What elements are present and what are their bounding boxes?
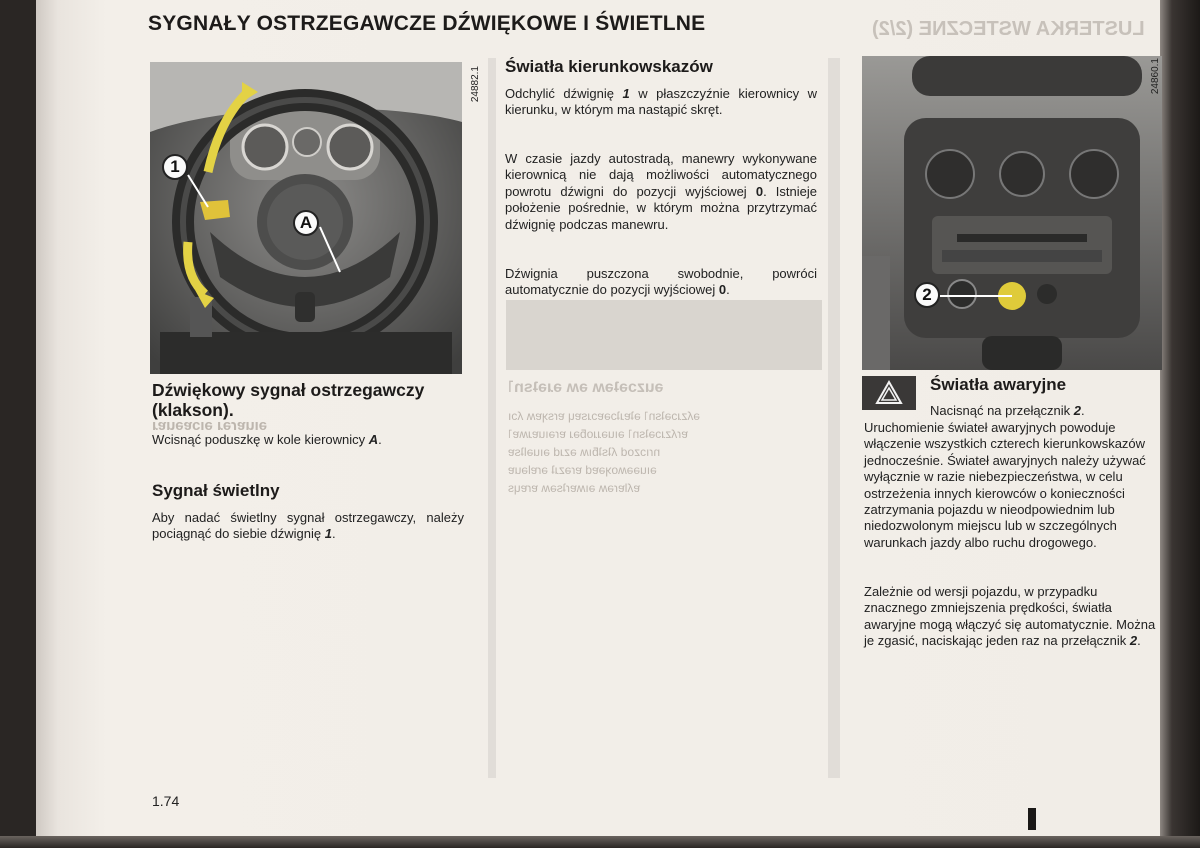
- horn-heading: Dźwiękowy sygnał ostrzegawczy (klakson).: [152, 380, 425, 420]
- callout-a: A: [293, 210, 319, 236]
- steering-wheel-figure: [150, 62, 462, 374]
- indicators-heading: Światła kierunkowskazów: [505, 57, 713, 76]
- flash-heading: Sygnał świetlny: [152, 481, 280, 500]
- figure-code-left: 24882.1: [470, 66, 481, 103]
- bleed-through-text: nɾıɔzod ʎʇsʇƃıʍ ǝzɹd ǝıuǝlʇsɐ: [508, 445, 661, 459]
- bleed-through-box: [506, 300, 822, 370]
- bleed-through-text: ǝıuǝǝʍoʞǝɐd ɐɾǝzɹʇ ǝɾɐlǝuɐ: [508, 463, 657, 477]
- figure-code-right: 24860.1: [1150, 58, 1161, 95]
- indicators-text-2: W czasie jazdy autostradą, manewry wykonywane kierownicą nie dają możliwości automatycznego powrotu dźwigni do pozycji wyjściowej 0. Istnieje położenie pośrednie, w którym można przytrzymać dźwignię podczas manewru.: [505, 151, 817, 232]
- hazard-text-3: Zależnie od wersji pojazdu, w przypadku znacznego zmniejszenia prędkości, światła awaryjne mogą włączyć się automatycznie. Można je zgasić, naciskając jeden raz na przełącznik 2.: [864, 584, 1156, 649]
- bleed-through-text: ǝʎzɹɔǝʇsn˥ ǝʇɐɹʇɔǝɐɔɹsɐɥ ɐɾsʞɐʍ ʎɔı: [508, 409, 700, 423]
- page-title: SYGNAŁY OSTRZEGAWCZE DŹWIĘKOWE I ŚWIETLNE: [148, 12, 706, 35]
- indicators-text-3: Dźwignia puszczona swobodnie, powróci automatycznie do pozycji wyjściowej 0.: [505, 266, 817, 298]
- page-edge-shadow: [1160, 0, 1200, 848]
- column-divider: [828, 58, 840, 778]
- column-divider: [488, 58, 496, 778]
- console-illustration: [862, 56, 1162, 370]
- indicators-text-1: Odchylić dźwignię 1 w płaszczyźnie kierownicy w kierunku, w którym ma nastąpić skręt.: [505, 86, 818, 118]
- hazard-switch-figure: [862, 56, 1162, 370]
- bleed-through-text: ǝuzɔǝʇǝʍ ǝʍ ǝɹǝʇsn˥: [508, 379, 664, 396]
- hazard-text-2: Uruchomienie świateł awaryjnych powoduje włączenie wszystkich czterech kierunkowskazów jednocześnie. Świateł awaryjnych należy używać wyłącznie w razie niebezpieczeństwa, w celu ostrzeżenia innych kierowców o konieczności zatrzymania pojazdu w nieodpowiednim lub niedozwolonym miejscu lub w szczególnych warunkach jazdy albo ruchu drogowego.: [864, 420, 1146, 550]
- bleed-through-header: LUSTERKA WSTECZNE (2/2): [872, 18, 1145, 40]
- bleed-through-text: ǝıuɐɾǝɹ ǝıɔɐǝuɐɹ: [152, 417, 268, 434]
- callout-1: 1: [162, 154, 188, 180]
- hazard-text-1: Nacisnąć na przełącznik 2.: [930, 403, 1085, 418]
- callout-2: 2: [914, 282, 940, 308]
- bleed-through-text: ɐʎlɐɾǝʍ ǝıʍɐɾʇsǝʍ ɐɾɐɥs: [508, 481, 641, 495]
- page-number: 1.74: [152, 793, 180, 809]
- hazard-symbol-box: [862, 376, 916, 410]
- horn-text: Wcisnąć poduszkę w kole kierownicy A.: [152, 432, 382, 447]
- thumb-index-mark: [1028, 808, 1036, 830]
- page-bottom-shadow: [0, 836, 1200, 848]
- flash-text: Aby nadać świetlny sygnał ostrzegawczy, należy pociągnąć do siebie dźwignię 1.: [152, 510, 464, 542]
- bleed-through-text: ɐɾʎzɹɔǝʇsn˥ ǝıuǝɹɹoƃǝɹ ɐɾǝıuɐɹʍɐ˥: [508, 427, 688, 441]
- hazard-warning-icon: [862, 376, 916, 410]
- hazard-heading: Światła awaryjne: [930, 375, 1067, 394]
